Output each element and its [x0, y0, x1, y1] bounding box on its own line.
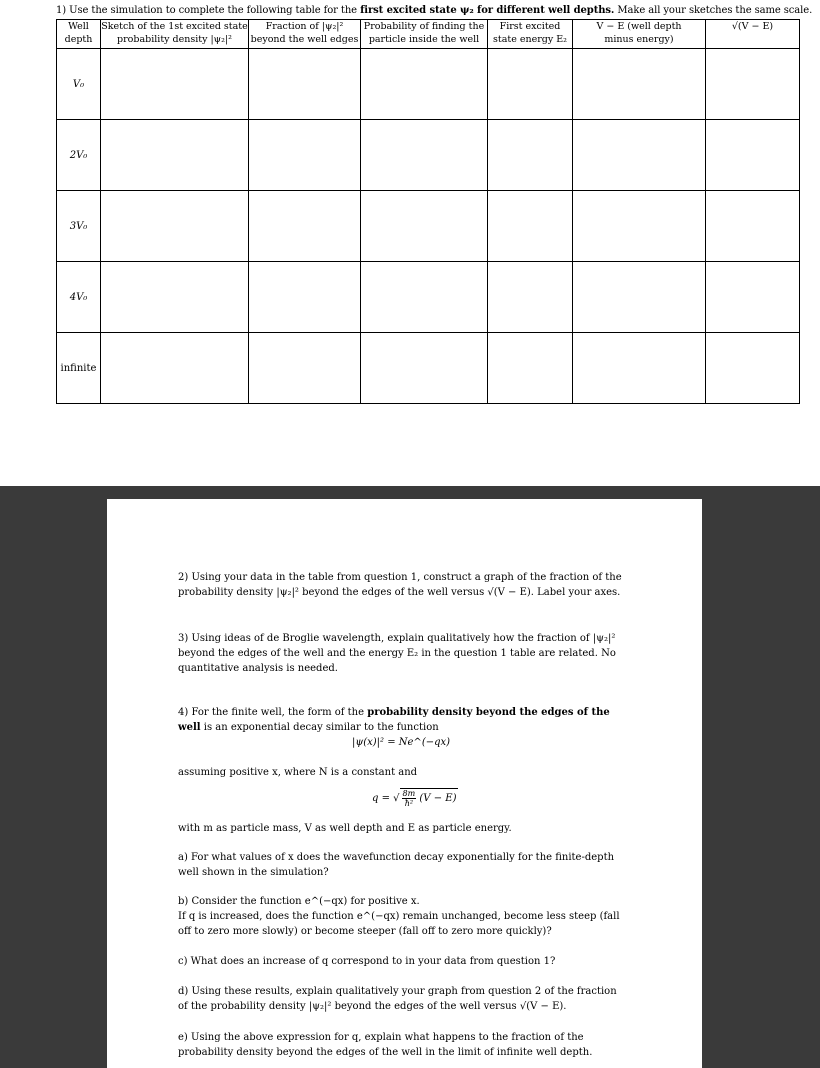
col-header-sketch: Sketch of the 1st excited state probability density |ψ₂|²: [101, 20, 249, 49]
row-label: 3V₀: [57, 191, 101, 262]
answer-cell[interactable]: [249, 191, 361, 262]
answer-cell[interactable]: [249, 49, 361, 120]
answer-cell[interactable]: [488, 120, 573, 191]
table-header-row: [57, 20, 800, 49]
answer-cell[interactable]: [488, 49, 573, 120]
question-4a-text: a) For what values of x does the wavefunction decay exponentially for the finite-depth well shown in the simulation?: [178, 852, 615, 878]
answer-cell[interactable]: [361, 262, 488, 333]
row-label: V₀: [57, 49, 101, 120]
answer-cell[interactable]: [361, 191, 488, 262]
table-row: [57, 262, 800, 333]
table-row: [57, 49, 800, 120]
equation-psi-squared: |ψ(x)|² = Ne^(−qx): [352, 737, 451, 748]
answer-cell[interactable]: [249, 333, 361, 404]
answer-cell[interactable]: [361, 333, 488, 404]
answer-cell[interactable]: [101, 333, 249, 404]
col-header-sqrt-v-minus-e: √(V − E): [706, 20, 800, 49]
answer-cell[interactable]: [249, 262, 361, 333]
col-header-energy: First excited state energy E₂: [488, 20, 573, 49]
table-row: [57, 191, 800, 262]
answer-cell[interactable]: [101, 191, 249, 262]
question-4c-text: c) What does an increase of q correspond to in your data from question 1?: [178, 956, 556, 967]
answer-cell[interactable]: [101, 49, 249, 120]
well-depth-table: [56, 19, 800, 404]
answer-cell[interactable]: [488, 262, 573, 333]
answer-cell[interactable]: [706, 49, 800, 120]
table-row: [57, 333, 800, 404]
answer-cell[interactable]: [488, 333, 573, 404]
question-2-text: 2) Using your data in the table from question 1, construct a graph of the fraction of the probability density |ψ₂|² beyond the edges of the well versus √(V − E). Label your axes.: [178, 572, 622, 598]
assuming-text: assuming positive x, where N is a constant and: [178, 767, 418, 778]
answer-cell[interactable]: [573, 333, 706, 404]
row-label: 2V₀: [57, 120, 101, 191]
answer-cell[interactable]: [573, 191, 706, 262]
answer-cell[interactable]: [361, 49, 488, 120]
eq-q-numerator: 8m: [402, 789, 416, 798]
eq-q-denominator: ħ²: [404, 799, 414, 808]
question-3-text: 3) Using ideas of de Broglie wavelength, explain qualitatively how the fraction of |ψ₂|² beyond the edges of the well and the energy E₂ in the question 1 table are related. No quantitative analysis is needed.: [178, 633, 616, 674]
answer-cell[interactable]: [573, 262, 706, 333]
answer-cell[interactable]: [101, 262, 249, 333]
question-4d-text: d) Using these results, explain qualitatively your graph from question 2 of the fraction of the probability density |ψ₂|² beyond the edges of the well versus √(V − E).: [178, 986, 617, 1012]
table-row: [57, 120, 800, 191]
col-header-probability: Probability of finding the particle inside the well: [361, 20, 488, 49]
question-4b-line1: b) Consider the function e^(−qx) for positive x.: [178, 896, 420, 907]
col-header-fraction: Fraction of |ψ₂|² beyond the well edges: [249, 20, 361, 49]
answer-cell[interactable]: [706, 120, 800, 191]
answer-cell[interactable]: [706, 191, 800, 262]
q1-tail: Make all your sketches the same scale.: [614, 5, 813, 16]
answer-cell[interactable]: [573, 120, 706, 191]
question-4e-text: e) Using the above expression for q, explain what happens to the fraction of the probability density beyond the edges of the well in the limit of infinite well depth.: [178, 1032, 593, 1058]
col-header-v-minus-e: V − E (well depth minus energy): [573, 20, 706, 49]
answer-cell[interactable]: [361, 120, 488, 191]
question-4b-line2: If q is increased, does the function e^(−qx) remain unchanged, become less steep (fall off to zero more slowly) or become steeper (fall off to zero more quickly)?: [178, 911, 620, 937]
eq-q-lhs: q =: [372, 793, 390, 804]
answer-cell[interactable]: [101, 120, 249, 191]
with-text: with m as particle mass, V as well depth and E as particle energy.: [178, 823, 512, 834]
row-label: infinite: [57, 333, 101, 404]
q1-bold: first excited state ψ₂ for different well depths.: [360, 5, 615, 16]
answer-cell[interactable]: [706, 333, 800, 404]
equation-q: q = √ $\frac{8m}{\text{ħ²}} (V - E)$: [372, 789, 457, 808]
answer-cell[interactable]: [706, 262, 800, 333]
row-label: 4V₀: [57, 262, 101, 333]
question-4-intro: 4) For the finite well, the form of the probability density beyond the edges of the well is an exponential decay similar to the function: [178, 707, 610, 733]
answer-cell[interactable]: [488, 191, 573, 262]
answer-cell[interactable]: [249, 120, 361, 191]
col-header-well-depth: Well depth: [57, 20, 101, 49]
answer-cell[interactable]: [573, 49, 706, 120]
question-1-text: [56, 5, 812, 16]
eq-q-tail: (V − E): [419, 793, 457, 804]
q1-intro: 1) Use the simulation to complete the following table for the: [56, 5, 361, 16]
